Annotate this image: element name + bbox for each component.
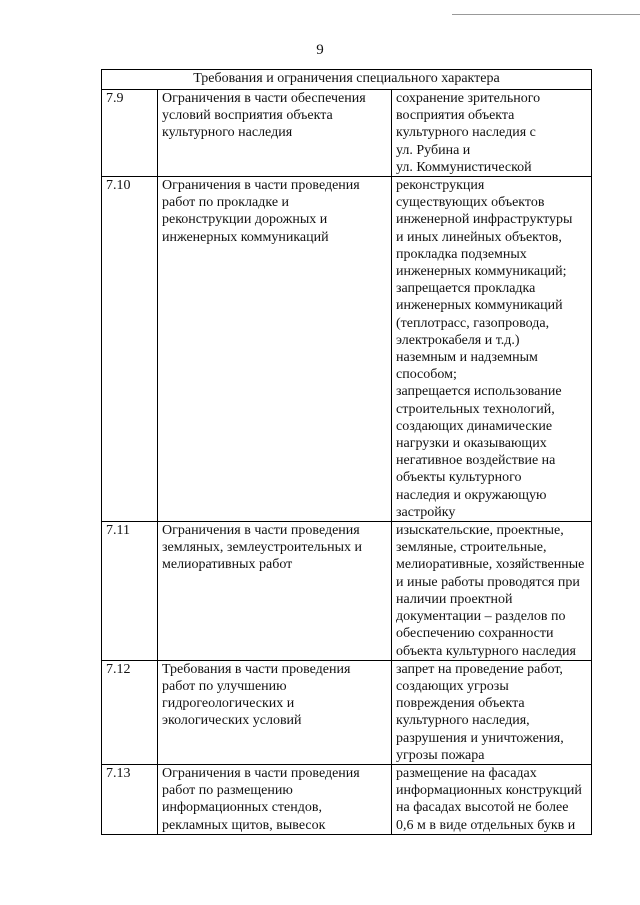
restriction-name-line: Ограничения в части проведения [162,178,360,194]
page-number: 9 [316,42,324,58]
restriction-description-line: объекты культурного [396,470,522,486]
restriction-description-line: запрещается прокладка [396,281,536,297]
restriction-description-line: ул. Рубина и [396,142,471,158]
restriction-name-line: экологических условий [162,713,302,729]
restriction-name-line: культурного наследия [162,125,293,141]
restriction-description-line: повреждения объекта [396,696,525,712]
restriction-description-line: наследия и окружающую [396,487,547,503]
restriction-description-line: изыскательские, проектные, [396,523,564,539]
restriction-description-line: нагрузки и оказывающих [396,436,547,452]
restriction-name-line: земляных, землеустроительных и [162,540,362,556]
row-number: 7.12 [102,660,158,764]
restriction-description-line: реконструкция [396,178,485,194]
requirements-table [101,69,592,835]
restriction-name-line: инженерных коммуникаций [162,229,329,245]
restriction-description-line: объекта культурного наследия [396,643,576,659]
restriction-description-line: мелиоративные, хозяйственные [396,557,585,573]
restriction-description-line: существующих объектов [396,195,545,211]
restriction-description-cell [392,177,592,522]
restriction-description-line: информационных конструкций [396,783,582,799]
restriction-description-line: 0,6 м в виде отдельных букв и [396,817,576,833]
table-header-row [102,70,592,90]
table-body [102,90,592,835]
restriction-description-line: негативное воздействие на [396,453,556,469]
restriction-name-line: мелиоративных работ [162,557,293,573]
restriction-description-line: создающих динамические [396,418,553,434]
row-number: 7.10 [102,177,158,522]
restriction-description-line: обеспечению сохранности [396,626,554,642]
restriction-description-line: земляные, строительные, [396,540,547,556]
restriction-description-line: размещение на фасадах [396,765,537,781]
restriction-description-line: строительных технологий, [396,401,555,417]
restriction-name-cell [158,660,392,764]
restriction-name-line: работ по размещению [162,783,293,799]
restriction-description-line: и иные работы проводятся при [396,574,580,590]
restriction-description-cell [392,764,592,834]
row-number: 7.11 [102,522,158,661]
restriction-description-line: разрушения и уничтожения, [396,730,564,746]
restriction-name-cell [158,177,392,522]
restriction-name-line: работ по улучшению [162,678,287,694]
restriction-description-line: сохранение зрительного [396,91,541,106]
restriction-description-line: и иных линейных объектов, [396,229,562,245]
restriction-name-line: работ по прокладке и [162,195,290,211]
restriction-description-cell [392,522,592,661]
table-row [102,90,592,177]
restriction-description-line: восприятия объекта [396,108,515,124]
restriction-description-line: документации – разделов по [396,609,566,625]
restriction-description-line: угрозы пожара [396,747,485,763]
restriction-description-line: инженерных коммуникаций [396,298,563,314]
restriction-description-line: культурного наследия, [396,713,530,729]
restriction-name-line: Требования в части проведения [162,661,351,677]
restriction-description-line: инженерных коммуникаций; [396,264,567,280]
restriction-description-line: застройку [396,504,456,520]
restriction-name-line: рекламных щитов, вывесок [162,817,326,833]
restriction-name-cell [158,90,392,177]
restriction-description-cell [392,660,592,764]
restriction-description-line: культурного наследия с [396,125,536,141]
restriction-description-line: запрет на проведение работ, [396,661,563,677]
restriction-description-line: (теплотрасс, газопровода, [396,315,550,331]
restriction-name-line: условий восприятия объекта [162,108,333,124]
table-row [102,660,592,764]
restriction-description-line: прокладка подземных [396,246,527,262]
restriction-description-line: запрещается использование [396,384,562,400]
restriction-description-line: на фасадах высотой не более [396,800,569,816]
restriction-description-line: способом; [396,367,457,383]
top-rule [452,14,640,15]
restriction-description-line: электрокабеля и т.д.) [396,332,520,348]
restriction-name-line: информационных стендов, [162,800,322,816]
restriction-name-line: Ограничения в части проведения [162,765,360,781]
table-row [102,522,592,661]
table-row [102,764,592,834]
restriction-name-line: гидрогеологических и [162,696,295,712]
restriction-name-line: Ограничения в части обеспечения [162,91,366,106]
restriction-description-line: ул. Коммунистической [396,159,532,175]
restriction-description-line: наличии проектной [396,591,513,607]
table-header: Требования и ограничения специального характера [102,70,592,90]
restriction-name-line: реконструкции дорожных и [162,212,328,228]
restriction-name-line: Ограничения в части проведения [162,523,360,539]
restriction-description-cell [392,90,592,177]
row-number: 7.13 [102,764,158,834]
restriction-name-cell [158,764,392,834]
restriction-description-line: наземным и надземным [396,350,538,366]
restriction-description-line: создающих угрозы [396,678,509,694]
row-number: 7.9 [102,90,158,177]
restriction-description-line: инженерной инфраструктуры [396,212,573,228]
restriction-name-cell [158,522,392,661]
table-row [102,177,592,522]
